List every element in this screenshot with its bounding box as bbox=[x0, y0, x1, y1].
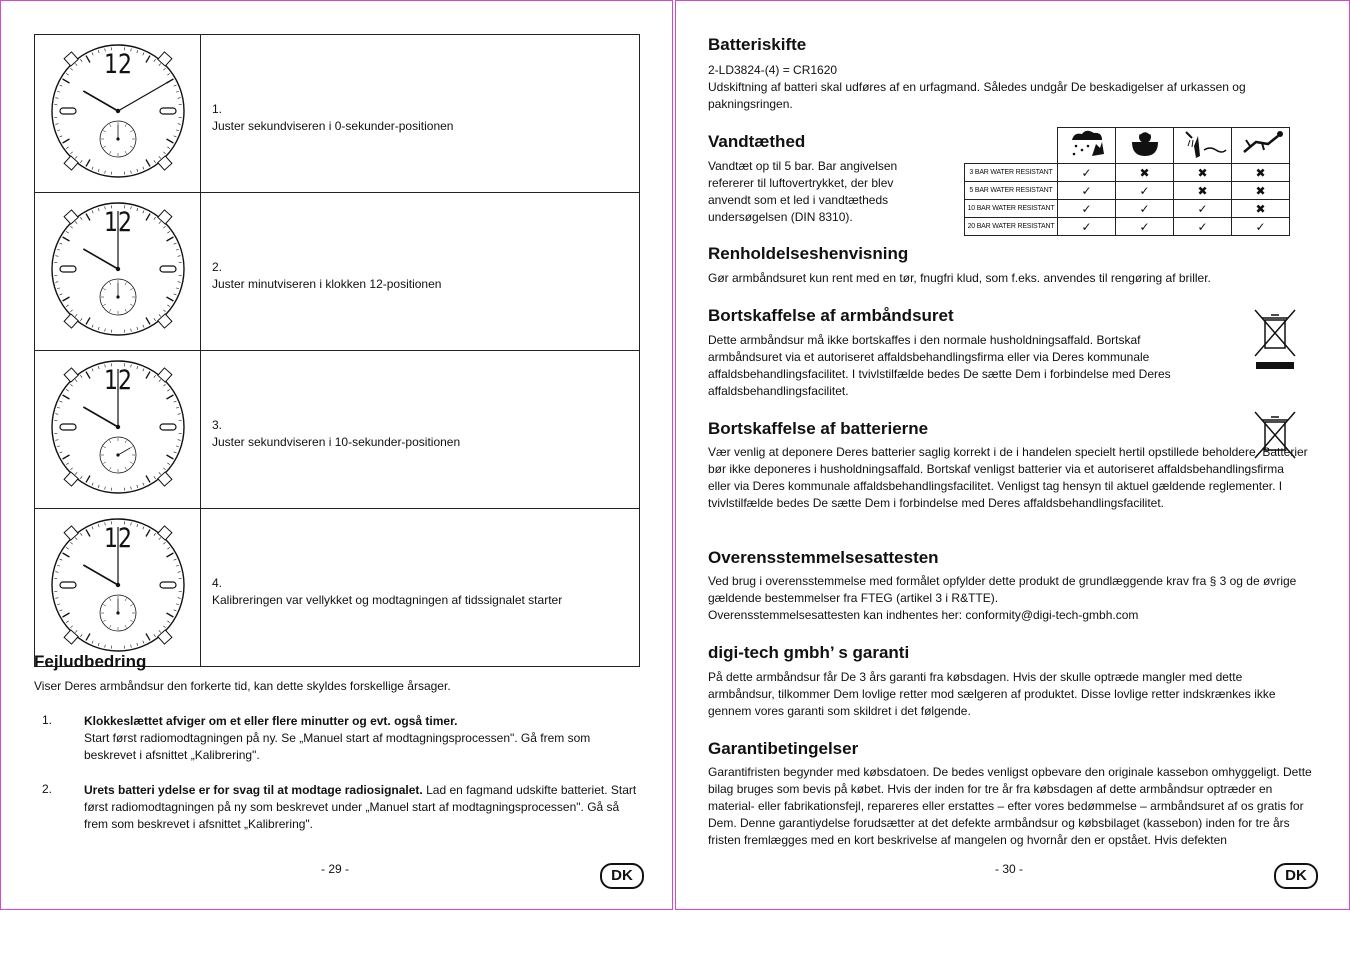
language-badge: DK bbox=[600, 863, 644, 889]
crossed-bin-icon bbox=[1252, 410, 1298, 460]
item-cause: Klokkeslættet afviger om et eller flere minutter og evt. også timer. bbox=[84, 714, 458, 728]
water-rating-label: 20 BAR WATER RESISTANT bbox=[965, 218, 1058, 236]
check-mark: ✓ bbox=[1116, 200, 1174, 218]
clock-illustration bbox=[35, 193, 201, 351]
step-text: Juster sekundviseren i 0-sekunder-positionen bbox=[212, 118, 454, 133]
check-mark: ✓ bbox=[1174, 200, 1232, 218]
table-row bbox=[965, 200, 1290, 218]
cross-mark: ✖ bbox=[1232, 182, 1290, 200]
fejludbedring-heading: Fejludbedring bbox=[34, 652, 147, 671]
clock-illustration bbox=[35, 351, 201, 509]
renhold-heading: Renholdelseshenvisning bbox=[708, 244, 909, 263]
table-row bbox=[35, 351, 640, 509]
cross-mark: ✖ bbox=[1232, 200, 1290, 218]
clock-illustration bbox=[35, 509, 201, 667]
garantibetingelser-text: Garantifristen begynder med købsdatoen. De bedes venligst opbevare den originale kassebon omhyggeligt. Dette bilag bruges som bevis på købet. Hvis der inden for tre år fra købsdagen af dette armbåndsur optræder en material- eller fabrikationsfejl, repareres eller erstattes – efter vores bedømmelse – armbåndsuret af os gratis for Dem. Denne garantiydelse forudsætter at det defekte armbåndsur og købsbilaget (kassebon) inden for tre års fristen fremlægges med en kort beskrivelse af mangelen og hvornår den er opstået. Hvis defekten bbox=[708, 765, 1312, 847]
table-row bbox=[965, 128, 1290, 164]
svg-text:12: 12 bbox=[103, 206, 132, 238]
battery-type: 2-LD3824-(4) = CR1620 bbox=[708, 63, 838, 77]
check-mark: ✓ bbox=[1058, 182, 1116, 200]
cross-mark: ✖ bbox=[1116, 164, 1174, 182]
conformity-contact: Overensstemmelsesattesten kan indhentes her: conformity@digi-tech-gmbh.com bbox=[708, 608, 1139, 622]
renhold-text: Gør armbåndsuret kun rent med en tør, fnugfri klud, som f.eks. anvendes til rengøring af briller. bbox=[708, 271, 1211, 285]
clock-illustration bbox=[35, 35, 201, 193]
garanti-text: På dette armbåndsur får De 3 års garanti fra købsdagen. Hvis der skulle optræde mangler med dette armbåndsur, tilkommer Dem lovlige retter mod sælgeren af produktet. Disse lovlige retter indskrænkes ikke gennem vores garanti som skildret i det følgende. bbox=[708, 670, 1276, 718]
svg-text:12: 12 bbox=[103, 364, 132, 396]
item-remedy: Start først radiomodtagningen på ny. Se „Manuel start af modtagningsprocessen". Gå frem som beskrevet i afsnittet „Kalibrering". bbox=[84, 731, 591, 762]
water-resistance-table bbox=[964, 127, 1290, 236]
water-rating-label: 10 BAR WATER RESISTANT bbox=[965, 200, 1058, 218]
cross-mark: ✖ bbox=[1232, 164, 1290, 182]
swimming-icon bbox=[1232, 128, 1290, 164]
fejludbedring-intro: Viser Deres armbåndsur den forkerte tid, kan dette skyldes forskellige årsager. bbox=[34, 679, 451, 693]
table-row bbox=[965, 218, 1290, 236]
page-number: - 29 - bbox=[321, 862, 350, 876]
check-mark: ✓ bbox=[1174, 218, 1232, 236]
watch-face-icon bbox=[43, 199, 193, 339]
table-row bbox=[965, 182, 1290, 200]
table-row bbox=[35, 35, 640, 193]
water-rating-label: 3 BAR WATER RESISTANT bbox=[965, 164, 1058, 182]
cross-mark: ✖ bbox=[1174, 164, 1232, 182]
check-mark: ✓ bbox=[1116, 182, 1174, 200]
item-number: 1. bbox=[42, 713, 53, 727]
step-number: 1. bbox=[212, 101, 223, 116]
check-mark: ✓ bbox=[1058, 218, 1116, 236]
water-rating-label: 5 BAR WATER RESISTANT bbox=[965, 182, 1058, 200]
step-text: Juster sekundviseren i 10-sekunder-positionen bbox=[212, 434, 461, 449]
step-number: 2. bbox=[212, 259, 223, 274]
table-row bbox=[35, 193, 640, 351]
watch-face-icon bbox=[43, 357, 193, 497]
item-number: 2. bbox=[42, 782, 53, 796]
overensstemmelse-text: Ved brug i overensstemmelse med formålet opfylder dette produkt de grundlæggende krav fra § 3 og de øvrige gældende bestemmelser fra FTEG (artikel 3 i R&TTE). bbox=[708, 574, 1297, 605]
vandtaethed-text: Vandtæt op til 5 bar. Bar angivelsen refererer til luftovertrykket, der blev anvendt som et led i vandtætheds undersøgelsen (DIN 8310). bbox=[708, 159, 898, 224]
batteriskifte-heading: Batteriskifte bbox=[708, 35, 807, 54]
overensstemmelse-heading: Overensstemmelsesattesten bbox=[708, 548, 939, 567]
step-text: Kalibreringen var vellykket og modtagningen af tidssignalet starter bbox=[212, 592, 563, 607]
calibration-table bbox=[34, 34, 640, 667]
page-number: - 30 - bbox=[995, 862, 1024, 876]
svg-text:12: 12 bbox=[103, 522, 132, 554]
garanti-heading: digi-tech gmbh’ s garanti bbox=[708, 643, 910, 662]
rain-splash-icon bbox=[1058, 128, 1116, 164]
step-text: Juster minutviseren i klokken 12-positionen bbox=[212, 276, 442, 291]
bortskaffelse-batteri-heading: Bortskaffelse af batterierne bbox=[708, 419, 929, 438]
item-cause: Urets batteri ydelse er for svag til at modtage radiosignalet. bbox=[84, 783, 423, 797]
language-badge: DK bbox=[1274, 863, 1318, 889]
batteriskifte-text: Udskiftning af batteri skal udføres af en urfagmand. Således undgår De beskadigelser af urkassen og pakningsringen. bbox=[708, 80, 1246, 111]
table-row bbox=[965, 164, 1290, 182]
bortskaffelse-ur-text: Dette armbåndsur må ikke bortskaffes i den normale husholdningsaffald. Bortskaf armbåndsuret via et autoriseret affaldsbehandlingsfirma eller via Deres kommunale affaldsbehandlingsfacilitet. I tvivlstilfælde bedes De sætte Dem i forbindelse med Deres affaldsbehandlingsfacilitet. bbox=[708, 333, 1171, 398]
svg-text:12: 12 bbox=[103, 48, 132, 80]
bortskaffelse-batteri-text: Vær venlig at deponere Deres batterier saglig korrekt i de i handelen specielt hertil opstillede beholdere. Batterier bør ikke deponeres i husholdningsaffald. Bortskaf venligst batterier via et autoriseret affaldsbehandlingsfirma eller via Deres kommunale affaldsbehandlingsfacilitet. Venligst tag hensyn til aktuel gældende reglementer. I tvivlstilfælde bedes De sætte Dem i forbindelse med Deres affaldsbehandlingsfacilitet. bbox=[708, 445, 1308, 510]
check-mark: ✓ bbox=[1058, 200, 1116, 218]
watch-face-icon bbox=[43, 41, 193, 181]
washing-icon bbox=[1116, 128, 1174, 164]
crossed-bin-icon bbox=[1252, 308, 1298, 370]
check-mark: ✓ bbox=[1232, 218, 1290, 236]
check-mark: ✓ bbox=[1058, 164, 1116, 182]
shower-icon bbox=[1174, 128, 1232, 164]
vandtaethed-heading: Vandtæthed bbox=[708, 132, 806, 151]
step-number: 4. bbox=[212, 575, 223, 590]
table-row bbox=[35, 509, 640, 667]
cross-mark: ✖ bbox=[1174, 182, 1232, 200]
check-mark: ✓ bbox=[1116, 218, 1174, 236]
garantibetingelser-heading: Garantibetingelser bbox=[708, 739, 859, 758]
step-number: 3. bbox=[212, 417, 223, 432]
item-remedy: Lad en fagmand udskifte batteriet. Start først radiomodtagningen på ny som beskrevet under „Manuel start af modtagningsprocessen". Gå så frem som beskrevet i afsnittet „Kalibrering". bbox=[84, 783, 637, 831]
watch-face-icon bbox=[43, 515, 193, 655]
bortskaffelse-ur-heading: Bortskaffelse af armbåndsuret bbox=[708, 306, 954, 325]
